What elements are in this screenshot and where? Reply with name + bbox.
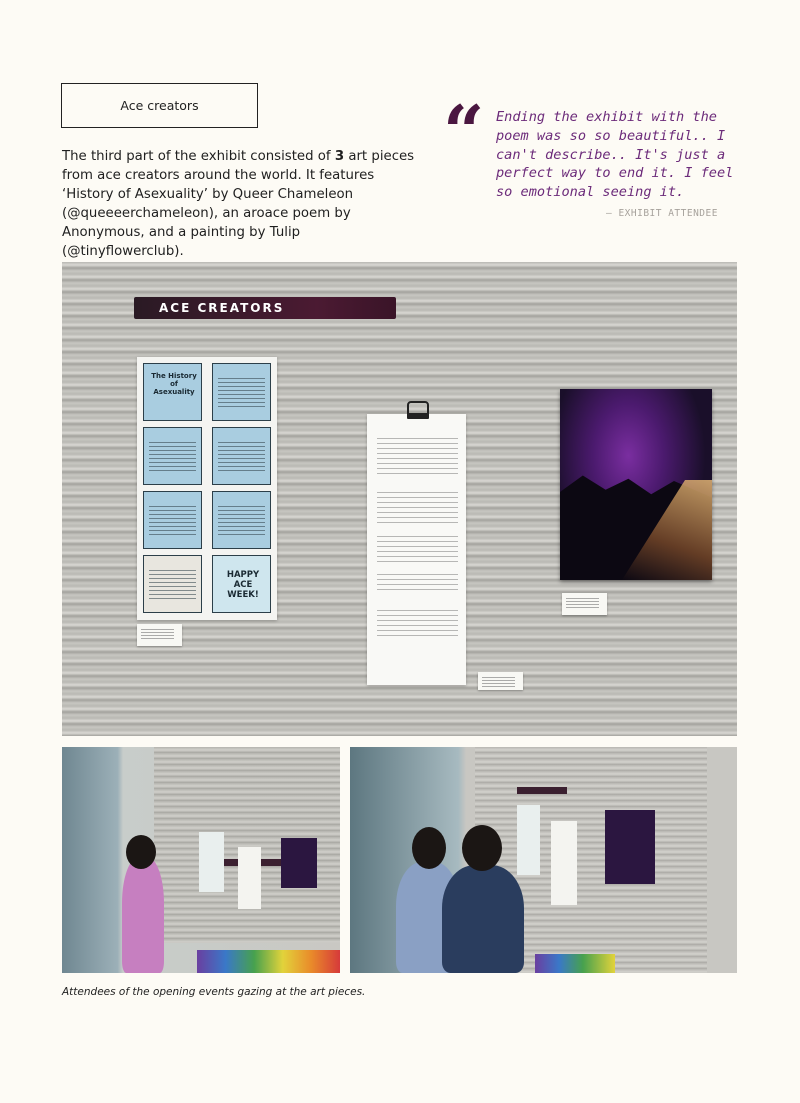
mini-painting (281, 838, 317, 888)
ace-creators-sign (134, 297, 396, 319)
mini-comic (517, 805, 540, 875)
comic-panel (212, 427, 271, 485)
comic-panel (143, 363, 202, 421)
comic-panel (212, 555, 271, 613)
tulip-painting (560, 389, 712, 580)
intro-text-start: The third part of the exhibit consisted of (62, 149, 335, 164)
comic-end-title: HAPPY ACE WEEK! (226, 570, 260, 600)
mini-painting (605, 810, 655, 884)
quote-attribution: — EXHIBIT ATTENDEE (606, 208, 718, 219)
intro-paragraph (62, 147, 422, 261)
comic-panel (212, 491, 271, 549)
attendee-figure (122, 857, 164, 973)
comic-panel (143, 427, 202, 485)
section-title: Ace creators (120, 98, 199, 113)
sign-text: ACE CREATORS (159, 301, 285, 315)
mini-poem (238, 847, 261, 909)
mini-poem (551, 821, 577, 905)
attendee-quote: Ending the exhibit with the poem was so so beautiful.. I can't describe.. It's just a perfect way to end it. I feel so emotional seeing it. (496, 109, 734, 201)
photo-caption: Attendees of the opening events gazing at the art pieces. (62, 986, 366, 998)
comic-panel (143, 555, 202, 613)
comic-panel (143, 491, 202, 549)
section-title-box (61, 83, 258, 128)
comic-panel (212, 363, 271, 421)
attendee-photo-right (350, 747, 737, 973)
intro-text-end: art pieces from ace creators around the world. It features ‘History of Asexuality’ by Queer Chameleon (@queeeerchameleon), an aroace poem by Anonymous, and a painting by Tulip (@tinyflowerclub). (62, 149, 415, 259)
intro-count: 3 (334, 149, 345, 164)
quote-mark-icon: “ (443, 89, 485, 174)
attendee-head (126, 835, 156, 869)
rainbow-bench (197, 950, 340, 973)
mini-comic (199, 832, 224, 892)
history-of-asexuality-comic (137, 357, 277, 620)
poem-label-card (478, 672, 523, 690)
attendee-photo-left (62, 747, 340, 973)
comic-title: The History of Asexuality (151, 372, 197, 396)
attendee-head (412, 827, 446, 869)
aroace-poem (367, 414, 466, 685)
mini-sign (517, 787, 567, 794)
comic-label-card (137, 624, 182, 646)
painting-label-card (562, 593, 607, 615)
attendee-head (462, 825, 502, 871)
rainbow-bench (535, 954, 615, 973)
binder-clip-icon (407, 401, 429, 419)
attendee-figure (442, 865, 524, 973)
